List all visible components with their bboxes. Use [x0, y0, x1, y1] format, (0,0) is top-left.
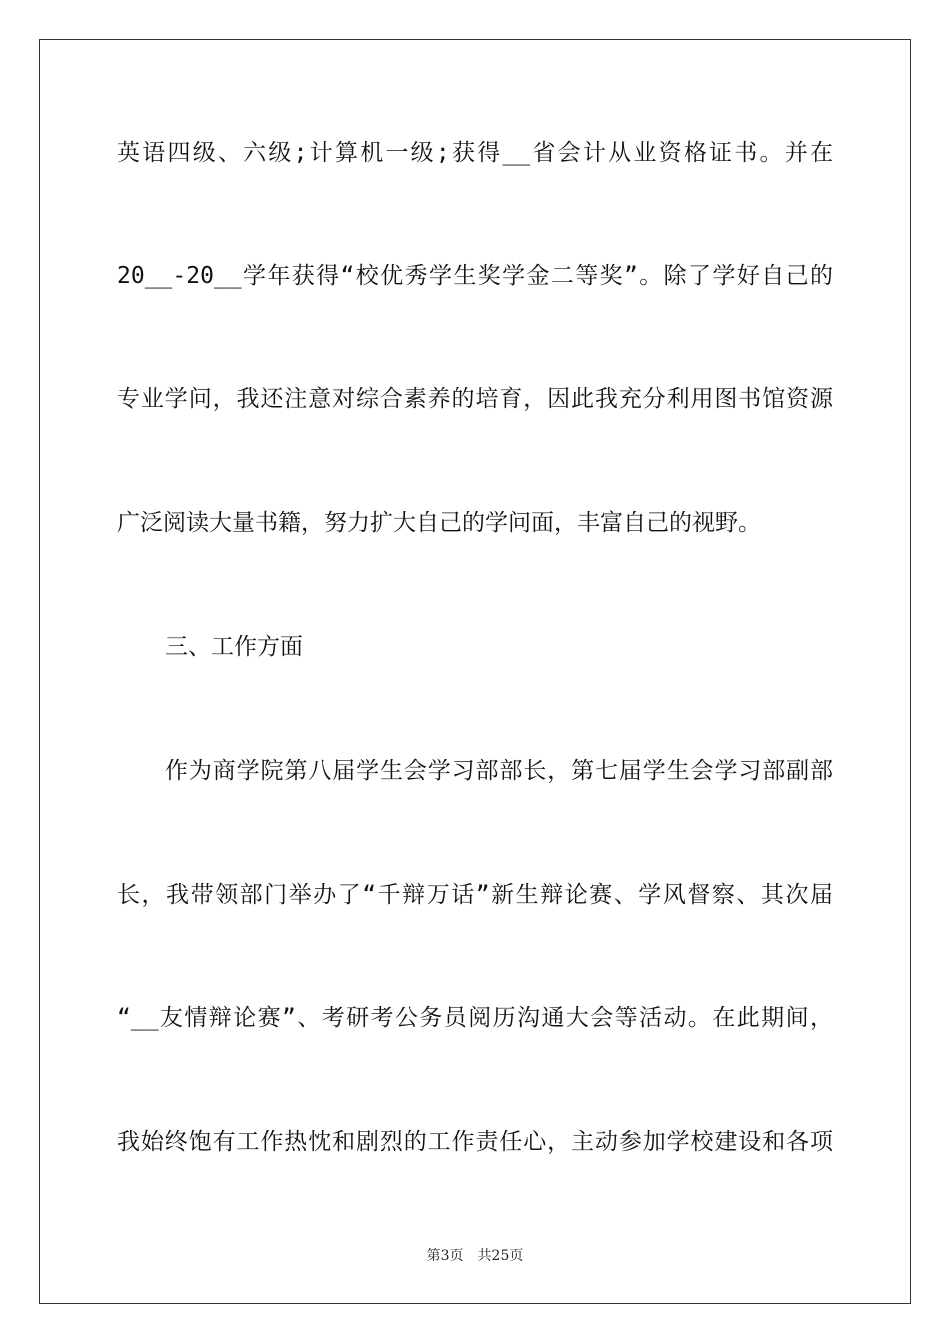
body-text-line-6: 作为商学院第八届学生会学习部部长，第七届学生会学习部副部 — [165, 758, 833, 784]
page-border — [39, 39, 911, 1304]
section-heading: 三、工作方面 — [165, 634, 303, 660]
body-text-line-9: 我始终饱有工作热忱和剧烈的工作责任心，主动参加学校建设和各项 — [117, 1129, 833, 1155]
page-footer — [0, 1246, 950, 1266]
page-total: 共25页 — [477, 1248, 524, 1264]
page-number: 第3页 — [426, 1248, 464, 1264]
body-text-line-3: 专业学问，我还注意对综合素养的培育，因此我充分利用图书馆资源 — [117, 386, 833, 412]
body-text-line-7: 长，我带领部门举办了“千辩万话”新生辩论赛、学风督察、其次届 — [117, 882, 833, 908]
body-text-line-8: “__友情辩论赛”、考研考公务员阅历沟通大会等活动。在此期间， — [117, 1005, 833, 1031]
body-text-line-4: 广泛阅读大量书籍，努力扩大自己的学问面，丰富自己的视野。 — [117, 510, 761, 536]
body-text-line-2: 20__-20__学年获得“校优秀学生奖学金二等奖”。除了学好自己的 — [117, 263, 833, 289]
body-text-line-1: 英语四级、六级;计算机一级;获得__省会计从业资格证书。并在 — [117, 140, 833, 166]
